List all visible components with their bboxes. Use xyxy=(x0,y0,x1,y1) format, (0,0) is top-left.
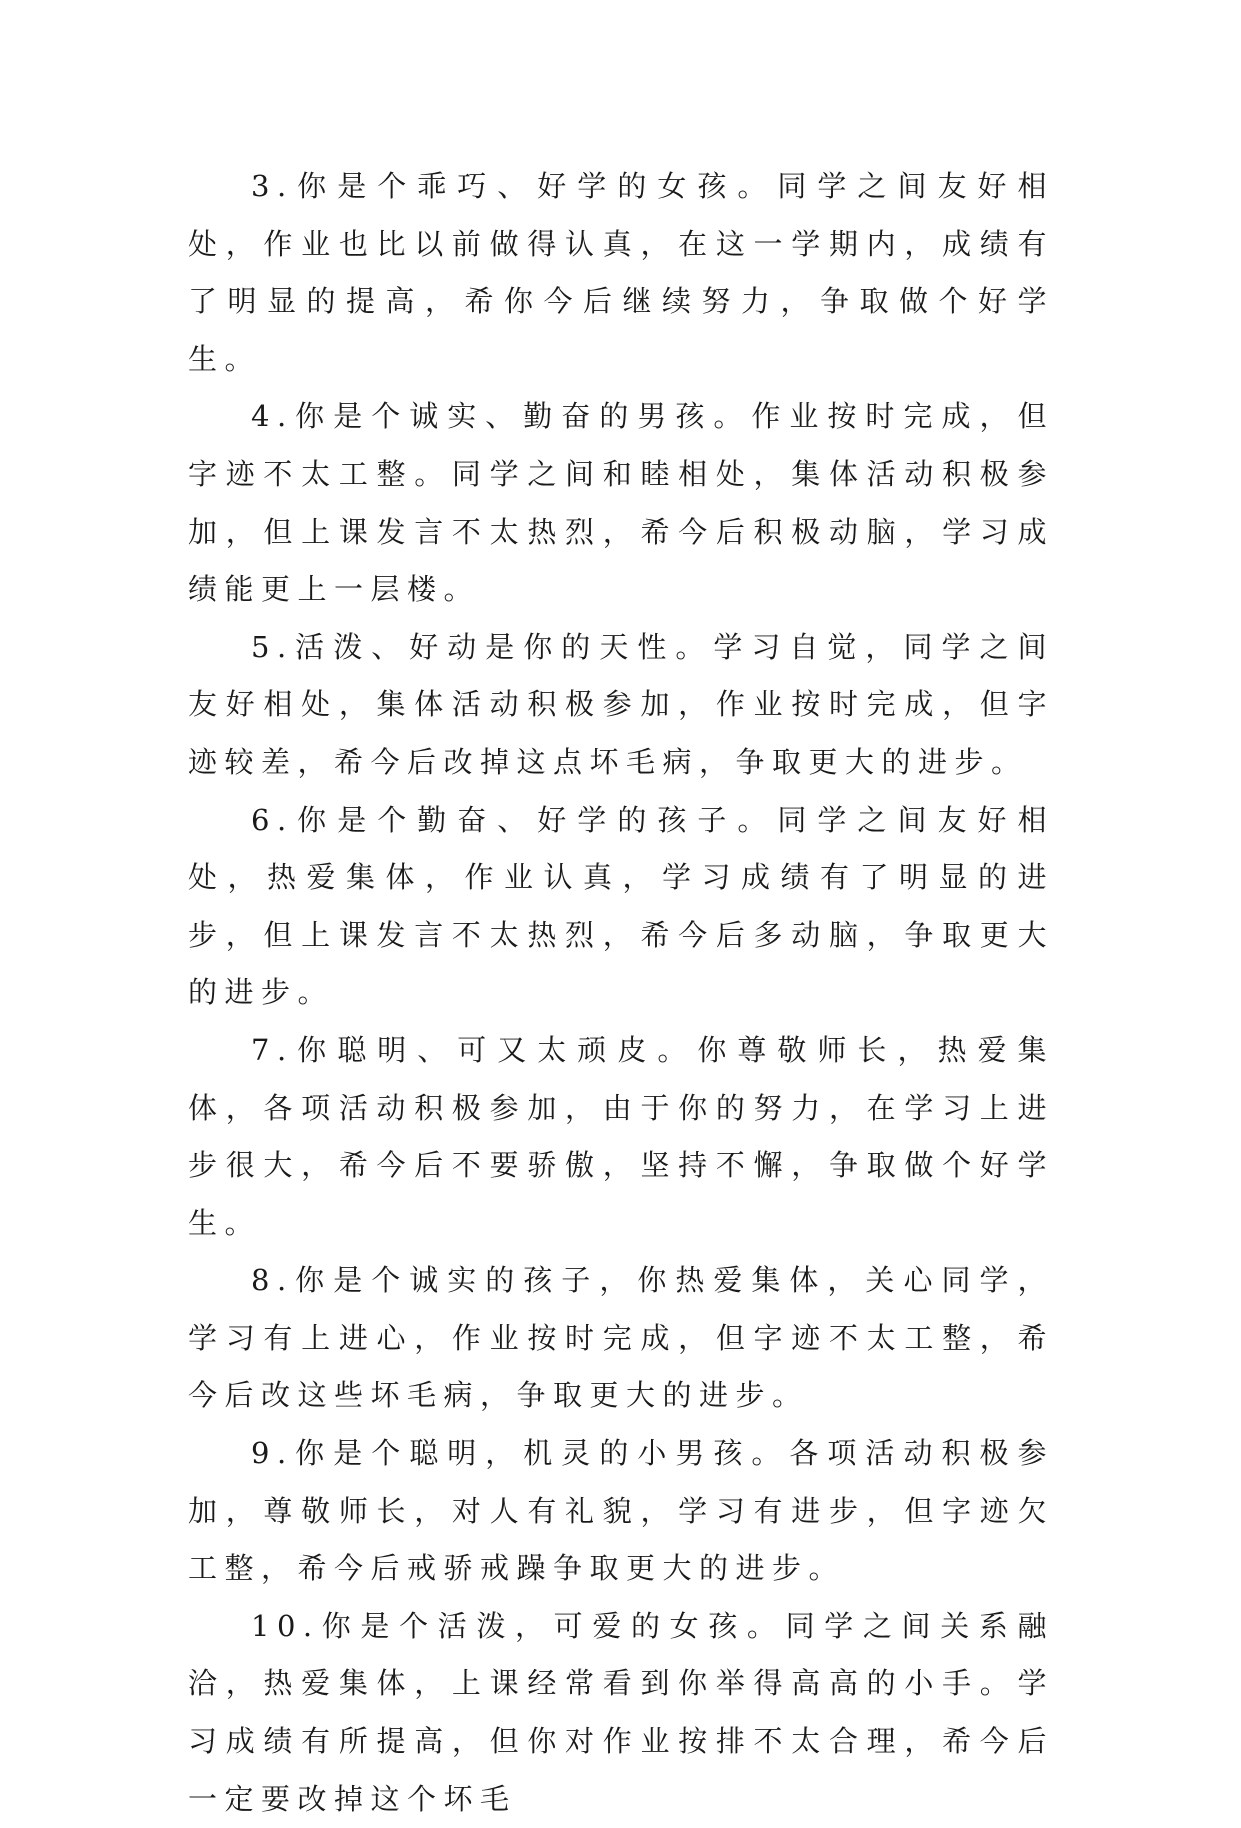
document-body xyxy=(188,158,1054,1828)
comment-paragraph-9: 9.你是个聪明，机灵的小男孩。各项活动积极参加，尊敬师长，对人有礼貌，学习有进步，但字迹欠工整，希今后戒骄戒躁争取更大的进步。 xyxy=(188,1436,1054,1586)
comment-paragraph-6: 6.你是个勤奋、好学的孩子。同学之间友好相处，热爱集体，作业认真，学习成绩有了明显的进步，但上课发言不太热烈，希今后多动脑，争取更大的进步。 xyxy=(188,802,1054,1010)
comment-paragraph-3: 3.你是个乖巧、好学的女孩。同学之间友好相处，作业也比以前做得认真，在这一学期内，成绩有了明显的提高，希你今后继续努力，争取做个好学生。 xyxy=(188,169,1054,376)
comment-paragraph-8: 8.你是个诚实的孩子，你热爱集体，关心同学，学习有上进心，作业按时完成，但字迹不太工整，希今后改这些坏毛病，争取更大的进步。 xyxy=(188,1263,1054,1413)
comment-paragraph-5: 5.活泼、好动是你的天性。学习自觉，同学之间友好相处，集体活动积极参加，作业按时完成，但字迹较差，希今后改掉这点坏毛病，争取更大的进步。 xyxy=(188,629,1054,779)
comment-paragraph-10: 10.你是个活泼，可爱的女孩。同学之间关系融洽，热爱集体，上课经常看到你举得高高的小手。学习成绩有所提高，但你对作业按排不太合理，希今后一定要改掉这个坏毛 xyxy=(188,1608,1054,1816)
comment-paragraph-4: 4.你是个诚实、勤奋的男孩。作业按时完成，但字迹不太工整。同学之间和睦相处，集体活动积极参加，但上课发言不太热烈，希今后积极动脑，学习成绩能更上一层楼。 xyxy=(188,399,1054,607)
comment-paragraph-7: 7.你聪明、可又太顽皮。你尊敬师长，热爱集体，各项活动积极参加，由于你的努力，在学习上进步很大，希今后不要骄傲，坚持不懈，争取做个好学生。 xyxy=(188,1032,1054,1240)
